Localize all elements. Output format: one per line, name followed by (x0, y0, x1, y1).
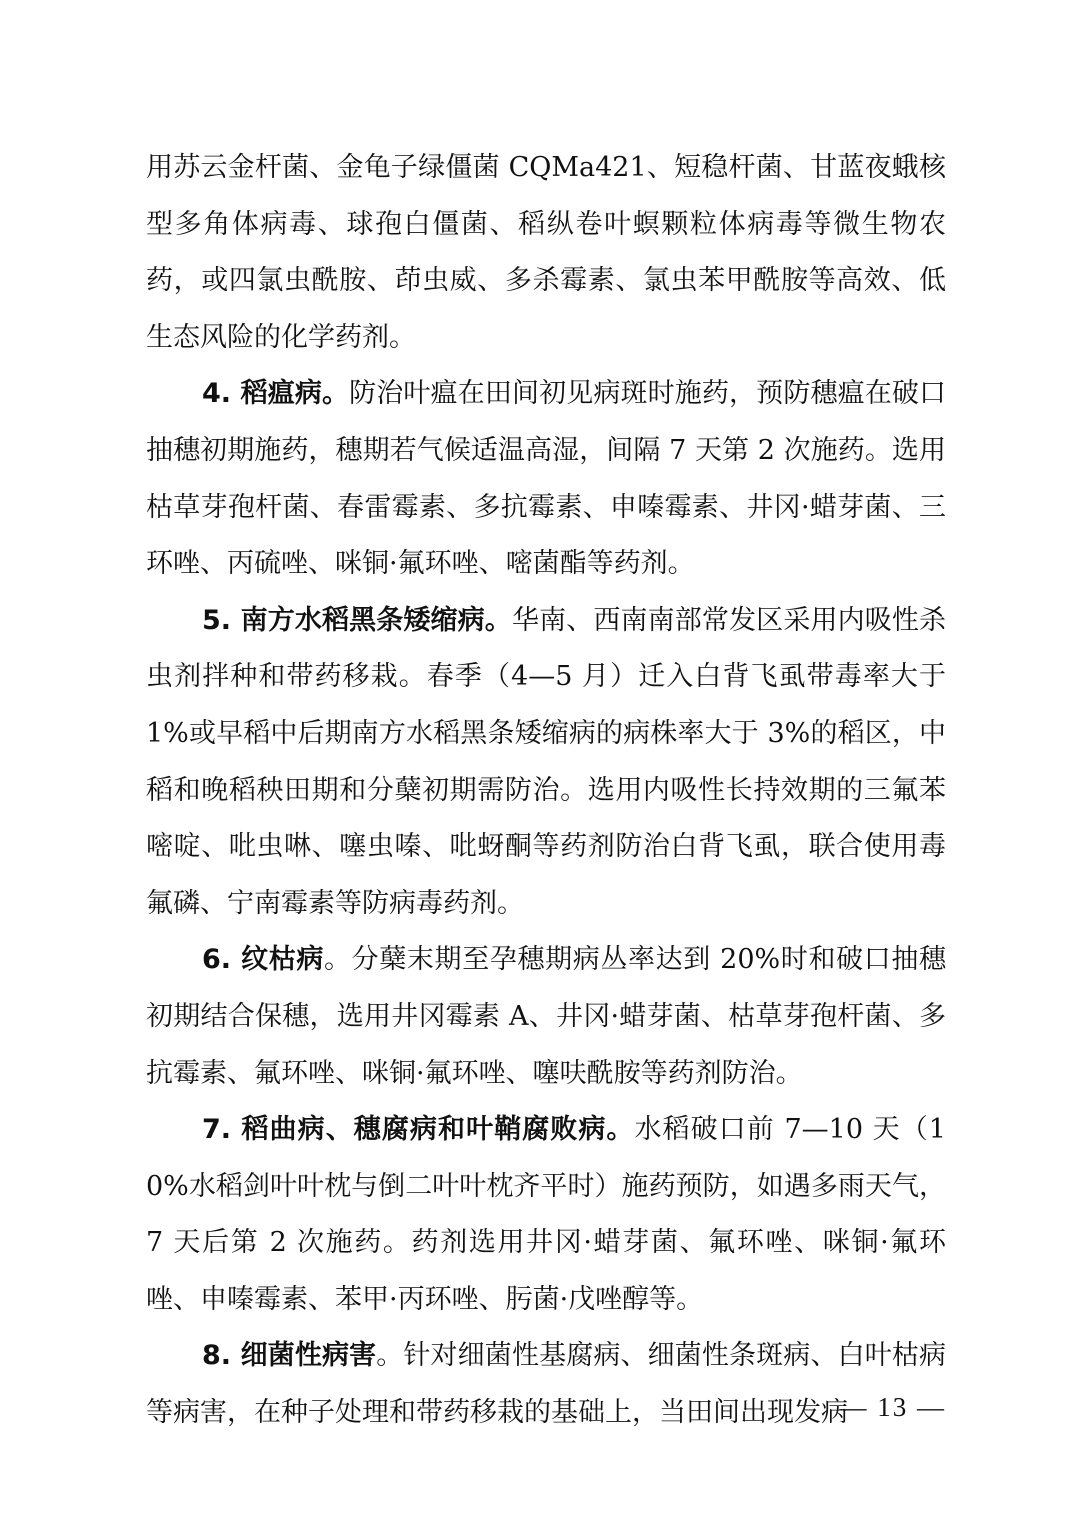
paragraph-continuation (146, 140, 946, 366)
paragraph-false-smut (146, 1102, 946, 1328)
paragraph-text: 。分蘖末期至孕穗期病丛率达到 20%时和破口抽穗初期结合保穗，选用井冈霉素 A、井冈·蜡芽菌、枯草芽孢杆菌、多抗霉素、氟环唑、咪铜·氟环唑、噻呋酰胺等药剂防治。 (146, 944, 946, 1089)
paragraph-text: 防治叶瘟在田间初见病斑时施药，预防穗瘟在破口抽穗初期施药，穗期若气候适温高湿，间隔 7 天第 2 次施药。选用枯草芽孢杆菌、春雷霉素、多抗霉素、申嗪霉素、井冈·蜡芽菌、三环唑、丙硫唑、咪铜·氟环唑、嘧菌酯等药剂。 (146, 378, 947, 580)
paragraph-black-streaked-dwarf (146, 593, 946, 933)
document-body (146, 140, 946, 1442)
paragraph-text: 用苏云金杆菌、金龟子绿僵菌 CQMa421、短稳杆菌、甘蓝夜蛾核型多角体病毒、球孢白僵菌、稻纵卷叶螟颗粒体病毒等微生物农药，或四氯虫酰胺、茚虫威、多杀霉素、氯虫苯甲酰胺等高效、低生态风险的化学药剂。 (146, 152, 946, 353)
page-number: — 13 — (839, 1392, 946, 1422)
paragraph-rice-blast (146, 366, 946, 592)
paragraph-sheath-blight (146, 932, 946, 1102)
paragraph-heading: 8. 细菌性病害 (202, 1340, 377, 1372)
paragraph-text: 。针对细菌性基腐病、细菌性条斑病、白叶枯病等病害，在种子处理和带药移栽的基础上，当田间出现发病 (146, 1340, 946, 1429)
paragraph-heading: 4. 稻瘟病。 (202, 378, 350, 410)
paragraph-heading: 7. 稻曲病、穗腐病和叶鞘腐败病。 (202, 1114, 635, 1146)
paragraph-text: 华南、西南南部常发区采用内吸性杀虫剂拌种和带药移栽。春季（4—5 月）迁入白背飞虱带毒率大于 1%或早稻中后期南方水稻黑条矮缩病的病株率大于 3%的稻区，中稻和晚稻秧田期和分蘖初期需防治。选用内吸性长持效期的三氟苯嘧啶、吡虫啉、噻虫嗪、吡蚜酮等药剂防治白背飞虱，联合使用毒氟磷、宁南霉素等防病毒药剂。 (146, 604, 946, 919)
paragraph-text: 水稻破口前 7—10 天（10%水稻剑叶叶枕与倒二叶叶枕齐平时）施药预防，如遇多雨天气，7 天后第 2 次施药。药剂选用井冈·蜡芽菌、氟环唑、咪铜·氟环唑、申嗪霉素、苯甲·丙环唑、肟菌·戊唑醇等。 (146, 1114, 946, 1315)
paragraph-heading: 6. 纹枯病 (202, 944, 324, 976)
paragraph-bacterial-disease (146, 1328, 946, 1441)
paragraph-heading: 5. 南方水稻黑条矮缩病。 (202, 604, 512, 636)
